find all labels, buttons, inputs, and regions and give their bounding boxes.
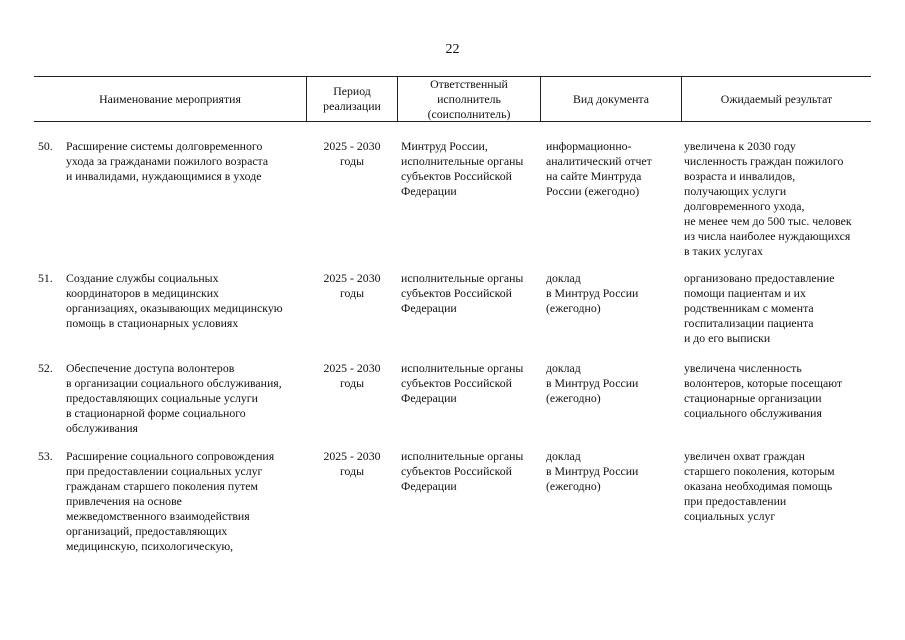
- text-line: исполнительные органы: [401, 449, 524, 463]
- text-line: организовано предоставление: [684, 271, 835, 285]
- text-line: и инвалидами, нуждающимися в уходе: [66, 169, 262, 183]
- text-line: при предоставлении: [684, 494, 787, 508]
- text-line: оказана необходимая помощь: [684, 479, 833, 493]
- text-line: увеличена к 2030 году: [684, 139, 796, 153]
- header-period-line: Период: [333, 84, 371, 98]
- text-line: организаций, предоставляющих: [66, 524, 228, 538]
- row-result: [684, 449, 874, 524]
- text-line: Создание службы социальных: [66, 271, 219, 285]
- header-executor-line: исполнитель: [437, 91, 501, 106]
- text-line: межведомственного взаимодействия: [66, 509, 250, 523]
- text-line: социального обслуживания: [684, 406, 822, 420]
- text-line: организациях, оказывающих медицинскую: [66, 301, 283, 315]
- row-executor: [401, 139, 541, 199]
- text-line: 2025 - 2030: [323, 361, 381, 375]
- row-period: [307, 361, 397, 391]
- text-line: стационарные организации: [684, 391, 822, 405]
- header-executor-line: Ответственный: [430, 76, 508, 91]
- row-name: [66, 449, 308, 554]
- header-period: [307, 77, 397, 121]
- header-doc-type: [541, 77, 681, 121]
- text-line: медицинскую, психологическую,: [66, 539, 234, 553]
- text-line: доклад: [546, 271, 581, 285]
- row-result: [684, 361, 874, 421]
- text-line: привлечения на основе: [66, 494, 182, 508]
- row-number: 53.: [38, 449, 53, 463]
- text-line: и до его выписки: [684, 331, 771, 345]
- text-line: гражданам старшего поколения путем: [66, 479, 258, 493]
- text-line: увеличена численность: [684, 361, 802, 375]
- row-number: 51.: [38, 271, 53, 285]
- text-line: при предоставлении социальных услуг: [66, 464, 263, 478]
- header-period-line: реализации: [323, 99, 381, 113]
- text-line: долговременного ухода,: [684, 199, 805, 213]
- row-name: [66, 271, 308, 331]
- text-line: Федерации: [401, 479, 457, 493]
- text-line: 2025 - 2030: [323, 139, 381, 153]
- text-line: России (ежегодно): [546, 184, 640, 198]
- text-line: исполнительные органы: [401, 271, 524, 285]
- row-result: [684, 139, 874, 259]
- text-line: на сайте Минтруда: [546, 169, 642, 183]
- text-line: годы: [339, 286, 365, 300]
- page-number: 22: [445, 42, 460, 57]
- text-line: годы: [339, 154, 365, 168]
- text-line: субъектов Российской: [401, 286, 512, 300]
- text-line: Обеспечение доступа волонтеров: [66, 361, 235, 375]
- text-line: аналитический отчет: [546, 154, 652, 168]
- text-line: ухода за гражданами пожилого возраста: [66, 154, 269, 168]
- text-line: предоставляющих социальные услуги: [66, 391, 258, 405]
- text-line: в Минтруд России: [546, 286, 639, 300]
- header-result-text: Ожидаемый результат: [720, 91, 833, 106]
- text-line: помощь в стационарных условиях: [66, 316, 239, 330]
- text-line: возраста и инвалидов,: [684, 169, 796, 183]
- header-result: [682, 77, 871, 121]
- header-doc-type-text: Вид документа: [573, 91, 649, 106]
- text-line: годы: [339, 464, 365, 478]
- row-executor: [401, 449, 541, 494]
- text-line: обслуживания: [66, 421, 138, 435]
- row-period: [307, 139, 397, 169]
- text-line: субъектов Российской: [401, 464, 512, 478]
- row-period: [307, 449, 397, 479]
- text-line: помощи пациентам и их: [684, 286, 806, 300]
- text-line: увеличен охват граждан: [684, 449, 805, 463]
- header-name-text: Наименование мероприятия: [99, 91, 241, 106]
- text-line: субъектов Российской: [401, 376, 512, 390]
- text-line: доклад: [546, 361, 581, 375]
- row-number: 50.: [38, 139, 53, 153]
- text-line: Минтруд России,: [401, 139, 488, 153]
- text-line: в Минтруд России: [546, 464, 639, 478]
- header-executor-line: (соисполнитель): [427, 106, 511, 121]
- text-line: волонтеров, которые посещают: [684, 376, 843, 390]
- text-line: в организации социального обслуживания,: [66, 376, 282, 390]
- row-doc-type: [546, 139, 682, 199]
- text-line: старшего поколения, которым: [684, 464, 835, 478]
- text-line: 2025 - 2030: [323, 449, 381, 463]
- text-line: социальных услуг: [684, 509, 776, 523]
- row-executor: [401, 361, 541, 406]
- row-number: 52.: [38, 361, 53, 375]
- row-period: [307, 271, 397, 301]
- text-line: информационно-: [546, 139, 632, 153]
- text-line: Федерации: [401, 391, 457, 405]
- row-doc-type: [546, 271, 682, 316]
- text-line: госпитализации пациента: [684, 316, 814, 330]
- text-line: (ежегодно): [546, 391, 601, 405]
- text-line: в Минтруд России: [546, 376, 639, 390]
- text-line: численность граждан пожилого: [684, 154, 844, 168]
- text-line: годы: [339, 376, 365, 390]
- text-line: исполнительные органы: [401, 154, 524, 168]
- text-line: родственникам с момента: [684, 301, 814, 315]
- text-line: 2025 - 2030: [323, 271, 381, 285]
- text-line: из числа наиболее нуждающихся: [684, 229, 851, 243]
- text-line: в таких услугах: [684, 244, 763, 258]
- text-line: доклад: [546, 449, 581, 463]
- row-name: [66, 361, 308, 436]
- text-line: (ежегодно): [546, 479, 601, 493]
- text-line: получающих услуги: [684, 184, 787, 198]
- row-doc-type: [546, 361, 682, 406]
- text-line: координаторов в медицинских: [66, 286, 219, 300]
- row-name: [66, 139, 308, 184]
- header-executor: [398, 77, 540, 121]
- text-line: исполнительные органы: [401, 361, 524, 375]
- text-line: не менее чем до 500 тыс. человек: [684, 214, 852, 228]
- text-line: Расширение системы долговременного: [66, 139, 263, 153]
- text-line: в стационарной форме социального: [66, 406, 246, 420]
- row-result: [684, 271, 874, 346]
- text-line: субъектов Российской: [401, 169, 512, 183]
- header-name: [34, 77, 306, 121]
- text-line: Федерации: [401, 301, 457, 315]
- text-line: Расширение социального сопровождения: [66, 449, 275, 463]
- row-executor: [401, 271, 541, 316]
- text-line: Федерации: [401, 184, 457, 198]
- row-doc-type: [546, 449, 682, 494]
- text-line: (ежегодно): [546, 301, 601, 315]
